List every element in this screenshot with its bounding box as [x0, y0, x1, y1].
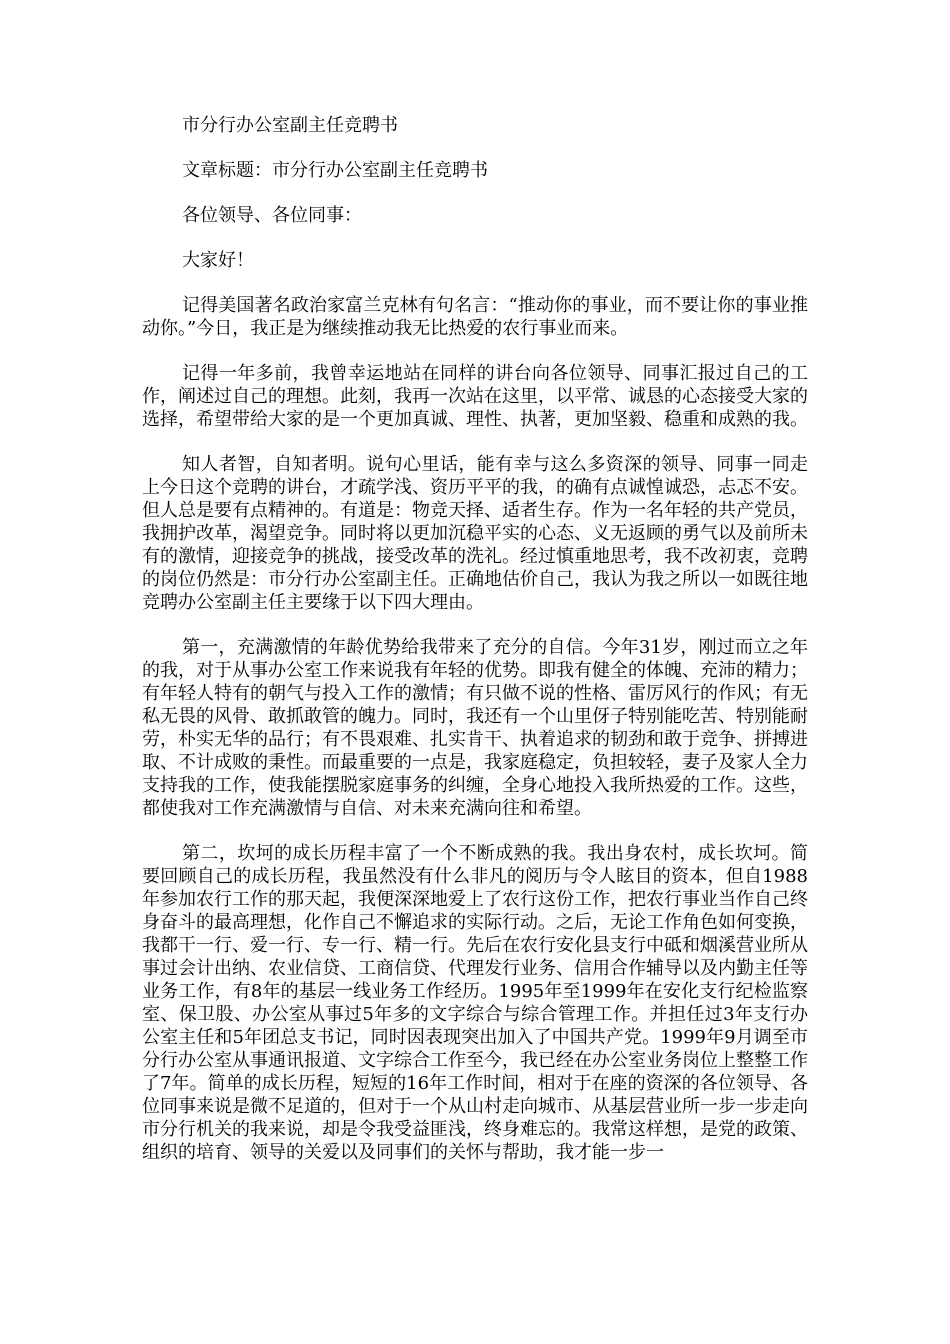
- document-body: [142, 114, 808, 1186]
- article-title-line: 文章标题：市分行办公室副主任竞聘书: [182, 160, 488, 181]
- paragraph-self-knowledge: 知人者智，自知者明。说句心里话，能有幸与这么多资深的领导、同事一同走上今日这个竞聘的讲台，才疏学浅、资历平平的我，的确有点诚惶诚恐，忐忑不安。但人总是要有点精神的。有道是：物竞天择、适者生存。作为一名年轻的共产党员，我拥护改革，渴望竞争。同时将以更加沉稳平实的心态、义无返顾的勇气以及前所未有的激情，迎接竞争的挑战，接受改革的洗礼。经过慎重地思考，我不改初衷，竞聘的岗位仍然是：市分行办公室副主任。正确地估价自己，我认为我之所以一如既往地竞聘办公室副主任主要缘于以下四大理由。: [142, 454, 808, 613]
- document-title: 市分行办公室副主任竞聘书: [182, 115, 398, 136]
- paragraph-quote: 记得美国著名政治家富兰克林有句名言：“推动你的事业，而不要让你的事业推动你。”今日，我正是为继续推动我无比热爱的农行事业而来。: [142, 295, 808, 339]
- salutation: 各位领导、各位同事：: [182, 205, 362, 226]
- greeting: 大家好！: [182, 250, 254, 271]
- paragraph-recall: 记得一年多前，我曾幸运地站在同样的讲台向各位领导、同事汇报过自己的工作，阐述过自己的理想。此刻，我再一次站在这里，以平常、诚恳的心态接受大家的选择，希望带给大家的是一个更加真诚、理性、执著，更加坚毅、稳重和成熟的我。: [142, 363, 808, 430]
- paragraph-reason-one: 第一，充满激情的年龄优势给我带来了充分的自信。今年31岁，刚过而立之年的我，对于从事办公室工作来说我有年轻的优势。即我有健全的体魄、充沛的精力；有年轻人特有的朝气与投入工作的激情；有只做不说的性格、雷厉风行的作风；有无私无畏的风骨、敢抓敢管的魄力。同时，我还有一个山里伢子特别能吃苦、特别能耐劳，朴实无华的品行；有不畏艰难、扎实肯干、执着追求的韧劲和敢于竞争、拼搏进取、不计成败的秉性。而最重要的一点是，我家庭稳定，负担较轻，妻子及家人全力支持我的工作，使我能摆脱家庭事务的纠缠，全身心地投入我所热爱的工作。这些，都使我对工作充满激情与自信、对未来充满向往和希望。: [142, 637, 808, 819]
- paragraph-reason-two: 第二，坎坷的成长历程丰富了一个不断成熟的我。我出身农村，成长坎坷。简要回顾自己的成长历程，我虽然没有什么非凡的阅历与令人眩目的资本，但自1988年参加农行工作的那天起，我便深深地爱上了农行这份工作，把农行事业当作自己终身奋斗的最高理想，化作自己不懈追求的实际行动。之后，无论工作角色如何变换，我都干一行、爱一行、专一行、精一行。先后在农行安化县支行中砥和烟溪营业所从事过会计出纳、农业信贷、工商信贷、代理发行业务、信用合作辅导以及内勤主任等业务工作，有8年的基层一线业务工作经历。1995年至1999年在安化支行纪检监察室、保卫股、办公室从事过5年多的文字综合与综合管理工作。并担任过3年支行办公室主任和5年团总支书记，同时因表现突出加入了中国共产党。1999年9月调至市分行办公室从事通讯报道、文字综合工作至今，我已经在办公室业务岗位上整整工作了7年。简单的成长历程，短短的16年工作时间，相对于在座的资深的各位领导、各位同事来说是微不足道的，但对于一个从山村走向城市、从基层营业所一步一步走向市分行机关的我来说，却是令我受益匪浅，终身难忘的。我常这样想，是党的政策、组织的培育、领导的关爱以及同事们的关怀与帮助，我才能一步一: [142, 843, 808, 1163]
